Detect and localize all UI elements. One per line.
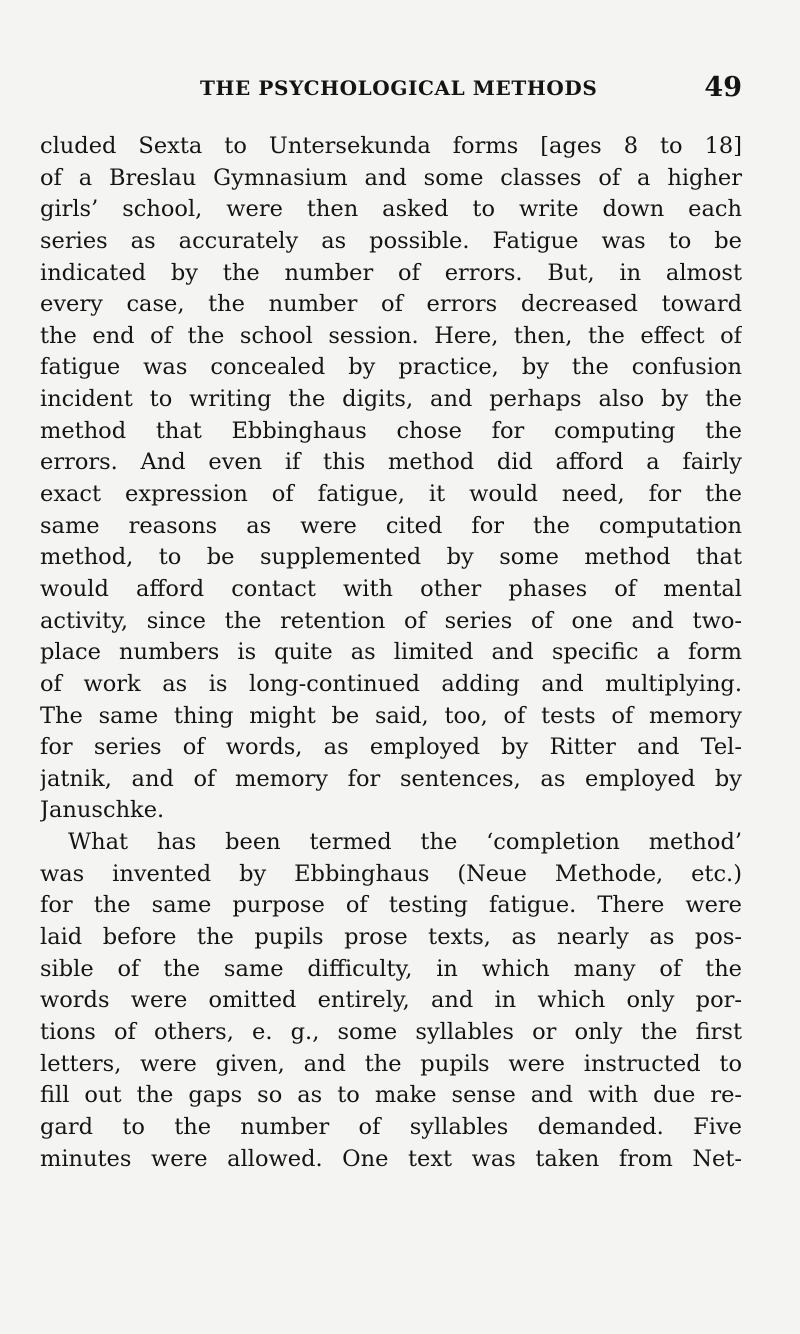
running-head — [40, 72, 742, 106]
text-line: method, to be supplemented by some method that — [40, 544, 742, 571]
text-line: of a Breslau Gymnasium and some classes of a higher — [40, 164, 742, 191]
text-line: sible of the same difficulty, in which many of the — [40, 955, 742, 982]
text-line: of work as is long-continued adding and multiplying. — [40, 670, 742, 697]
text-line: every case, the number of errors decreased toward — [40, 291, 742, 318]
text-line: for series of words, as employed by Ritter and Tel- — [40, 734, 742, 761]
text-line: gard to the number of syllables demanded. Five — [40, 1113, 742, 1140]
text-line: cluded Sexta to Untersekunda forms [ages 8 to 18] — [40, 133, 742, 159]
text-line: was invented by Ebbinghaus (Neue Methode, etc.) — [40, 860, 742, 887]
text-line: place numbers is quite as limited and specific a form — [40, 639, 742, 666]
text-line: would afford contact with other phases of mental — [40, 575, 742, 602]
text-line: series as accurately as possible. Fatigue was to be — [40, 227, 742, 254]
page-number: 49 — [704, 72, 742, 103]
text-line: jatnik, and of memory for sentences, as employed by — [40, 765, 742, 792]
text-line: words were omitted entirely, and in which only por- — [40, 987, 742, 1014]
text-line: method that Ebbinghaus chose for computing the — [40, 417, 742, 444]
text-line: letters, were given, and the pupils were instructed to — [40, 1050, 742, 1077]
running-title: THE PSYCHOLOGICAL METHODS — [200, 76, 598, 100]
text-line: incident to writing the digits, and perhaps also by the — [40, 386, 742, 413]
text-line: the end of the school session. Here, then, the effect of — [40, 322, 742, 349]
text-line: activity, since the retention of series of one and two- — [40, 607, 742, 634]
text-line: girls’ school, were then asked to write down each — [40, 196, 742, 223]
text-line: laid before the pupils prose texts, as nearly as pos- — [40, 924, 742, 951]
text-line: The same thing might be said, too, of tests of memory — [40, 702, 742, 729]
text-line: same reasons as were cited for the computation — [40, 512, 742, 539]
text-line: minutes were allowed. One text was taken from Net- — [40, 1145, 742, 1172]
text-line: fill out the gaps so as to make sense and with due re- — [40, 1082, 742, 1109]
text-line: fatigue was concealed by practice, by the confusion — [40, 354, 742, 381]
text-line: for the same purpose of testing fatigue. There were — [40, 892, 742, 919]
text-line: Januschke. — [40, 797, 165, 824]
text-line: indicated by the number of errors. But, in almost — [40, 259, 742, 286]
text-line: errors. And even if this method did afford a fairly — [40, 449, 742, 476]
text-line: exact expression of fatigue, it would need, for the — [40, 481, 742, 508]
text-line: tions of others, e. g., some syllables or only the first — [40, 1018, 742, 1045]
body-text — [40, 131, 742, 1175]
paragraph-start-line: What has been termed the ‘completion method’ — [68, 829, 742, 856]
